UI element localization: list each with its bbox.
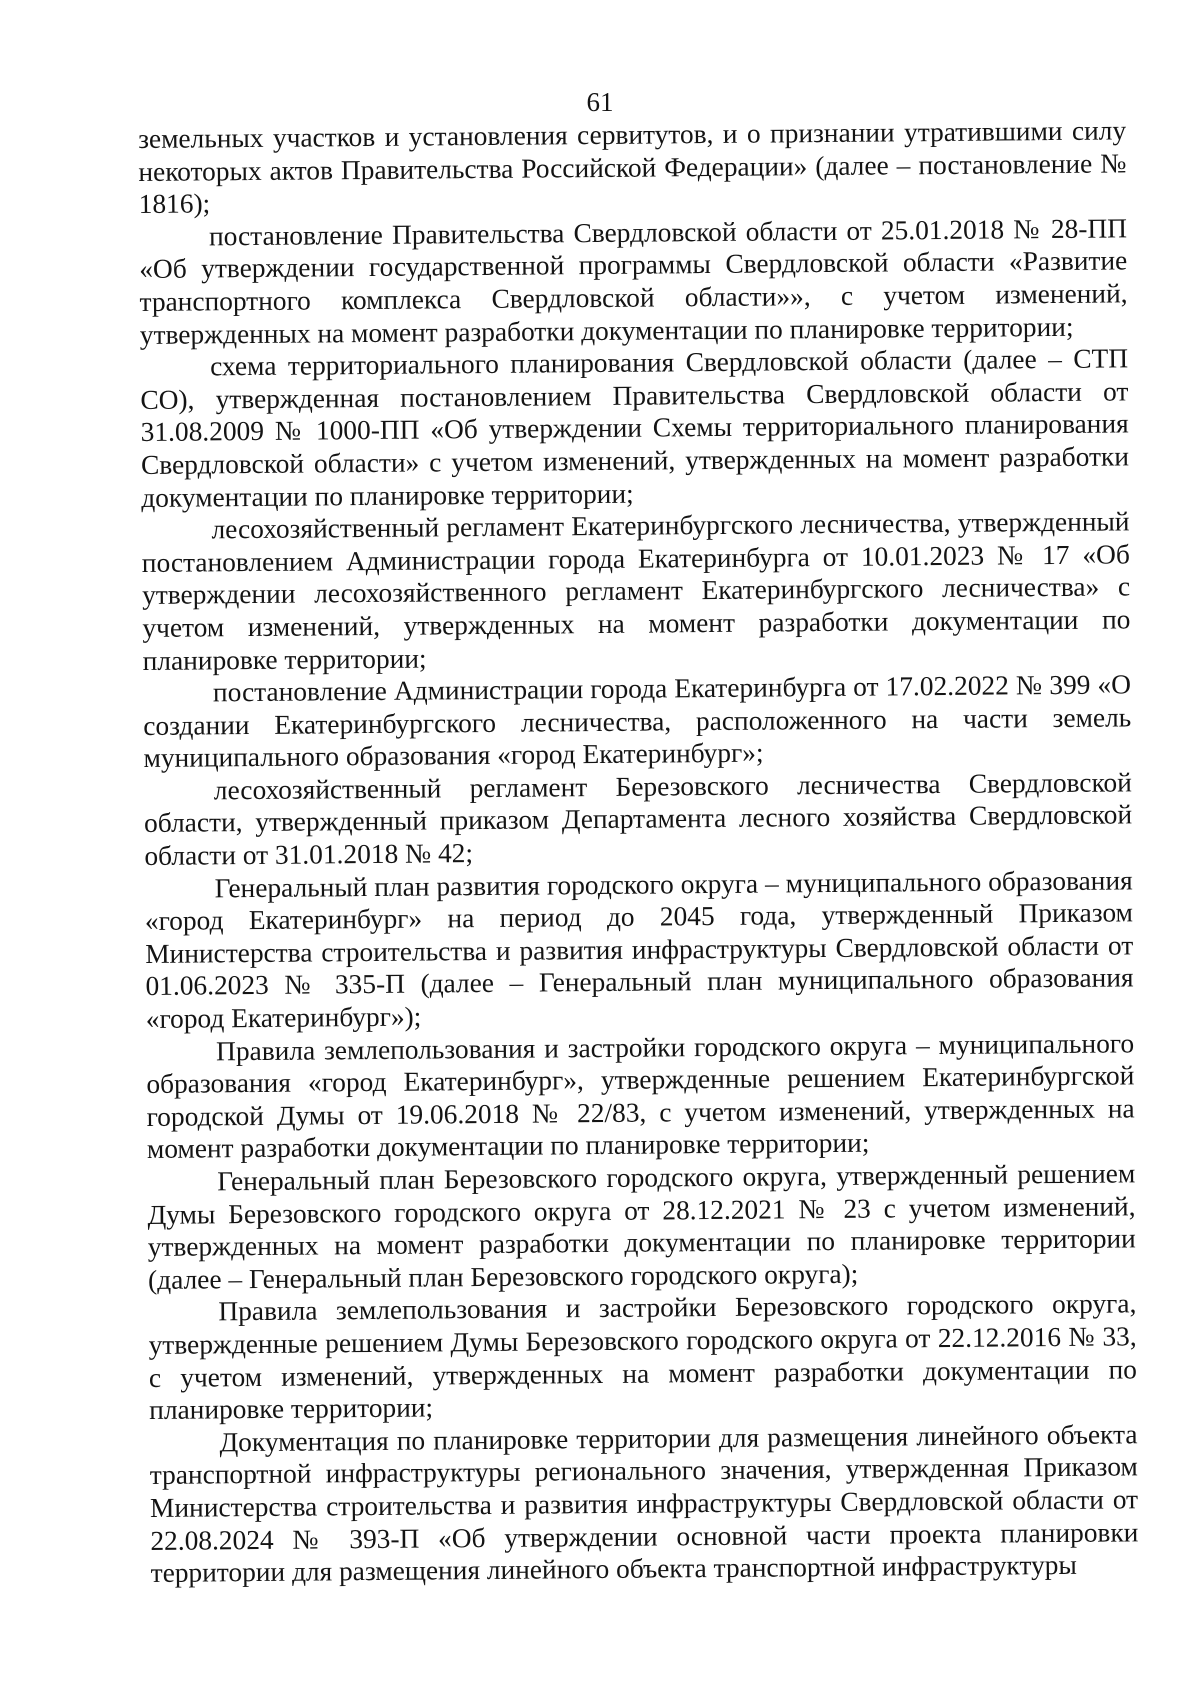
paragraph-ekb-forestry-creation: постановление Администрации города Екатеринбурга от 17.02.2022 № 399 «О создании Екатеринбургского лесничества, расположенного на части земель муниципального образования «город Екатеринбург»; <box>143 669 1132 774</box>
paragraph-ekb-land-use-rules: Правила землепользования и застройки городского округа – муниципального образования «город Екатеринбург», утвержденные решением Екатеринбургской городской Думы от 19.06.2018 № 22/83, с учетом изменений, утвержденных на момент разработки документации по планировке территории; <box>146 1027 1135 1165</box>
paragraph-stp-so: схема территориального планирования Свердловской области (далее – СТП СО), утвержденная постановлением Правительства Свердловской области от 31.08.2009 № 1000-ПП «Об утверждении Схемы территориального планирования Свердловской области» с учетом изменений, утвержденных на момент разработки документации по планировке территории; <box>140 343 1130 513</box>
paragraph-berezovsky-forest-regulation: лесохозяйственный регламент Березовского лесничества Свердловской области, утвержденный приказом Департамента лесного хозяйства Свердловской области от 31.01.2018 № 42; <box>143 767 1133 872</box>
paragraph-berezovsky-general-plan: Генеральный план Березовского городского округа, утвержденный решением Думы Березовского городского округа от 28.12.2021 № 23 с учетом изменений, утвержденных на момент разработки документации по планировке территории (далее – Генеральный план Березовского городского округа); <box>147 1158 1136 1295</box>
paragraph-planning-documentation: Документация по планировке территории для размещения линейного объекта транспортной инфраструктуры регионального значения, утвержденная Приказом Министерства строительства и развития инфраструктуры Свердловской области от 22.08.2024 № 393-П «Об утверждении основной части проекта планировки территории для размещения линейного объекта транспортной инфраструктуры <box>149 1419 1139 1589</box>
page-number: 61 <box>586 87 614 117</box>
paragraph-continuation: земельных участков и установления сервитутов, и о признании утратившими силу некоторых актов Правительства Российской Федерации» (далее – постановление № 1816); <box>138 115 1127 220</box>
document-body <box>138 114 1139 1589</box>
paragraph-resolution-28-pp: постановление Правительства Свердловской области от 25.01.2018 № 28-ПП «Об утверждении государственной программы Свердловской области «Развитие транспортного комплекса Свердловской области»», с учетом изменений, утвержденных на момент разработки документации по планировке территории; <box>139 213 1128 350</box>
paragraph-berezovsky-land-use-rules: Правила землепользования и застройки Березовского городского округа, утвержденные решением Думы Березовского городского округа от 22.12.2016 № 33, с учетом изменений, утвержденных на момент разработки документации по планировке территории; <box>148 1288 1138 1426</box>
paragraph-ekb-general-plan: Генеральный план развития городского округа – муниципального образования «город Екатеринбург» на период до 2045 года, утвержденный Приказом Министерства строительства и развития инфраструктуры Свердловской области от 01.06.2023 № 335-П (далее – Генеральный план муниципального образования «город Екатеринбург»); <box>144 865 1134 1034</box>
paragraph-ekb-forest-regulation: лесохозяйственный регламент Екатеринбургского лесничества, утвержденный постановлением Администрации города Екатеринбурга от 10.01.2023 № 17 «Об утверждении лесохозяйственного регламент Екатеринбургского лесничества» с учетом изменений, утвержденных на момент разработки документации по планировке территории; <box>141 506 1131 676</box>
